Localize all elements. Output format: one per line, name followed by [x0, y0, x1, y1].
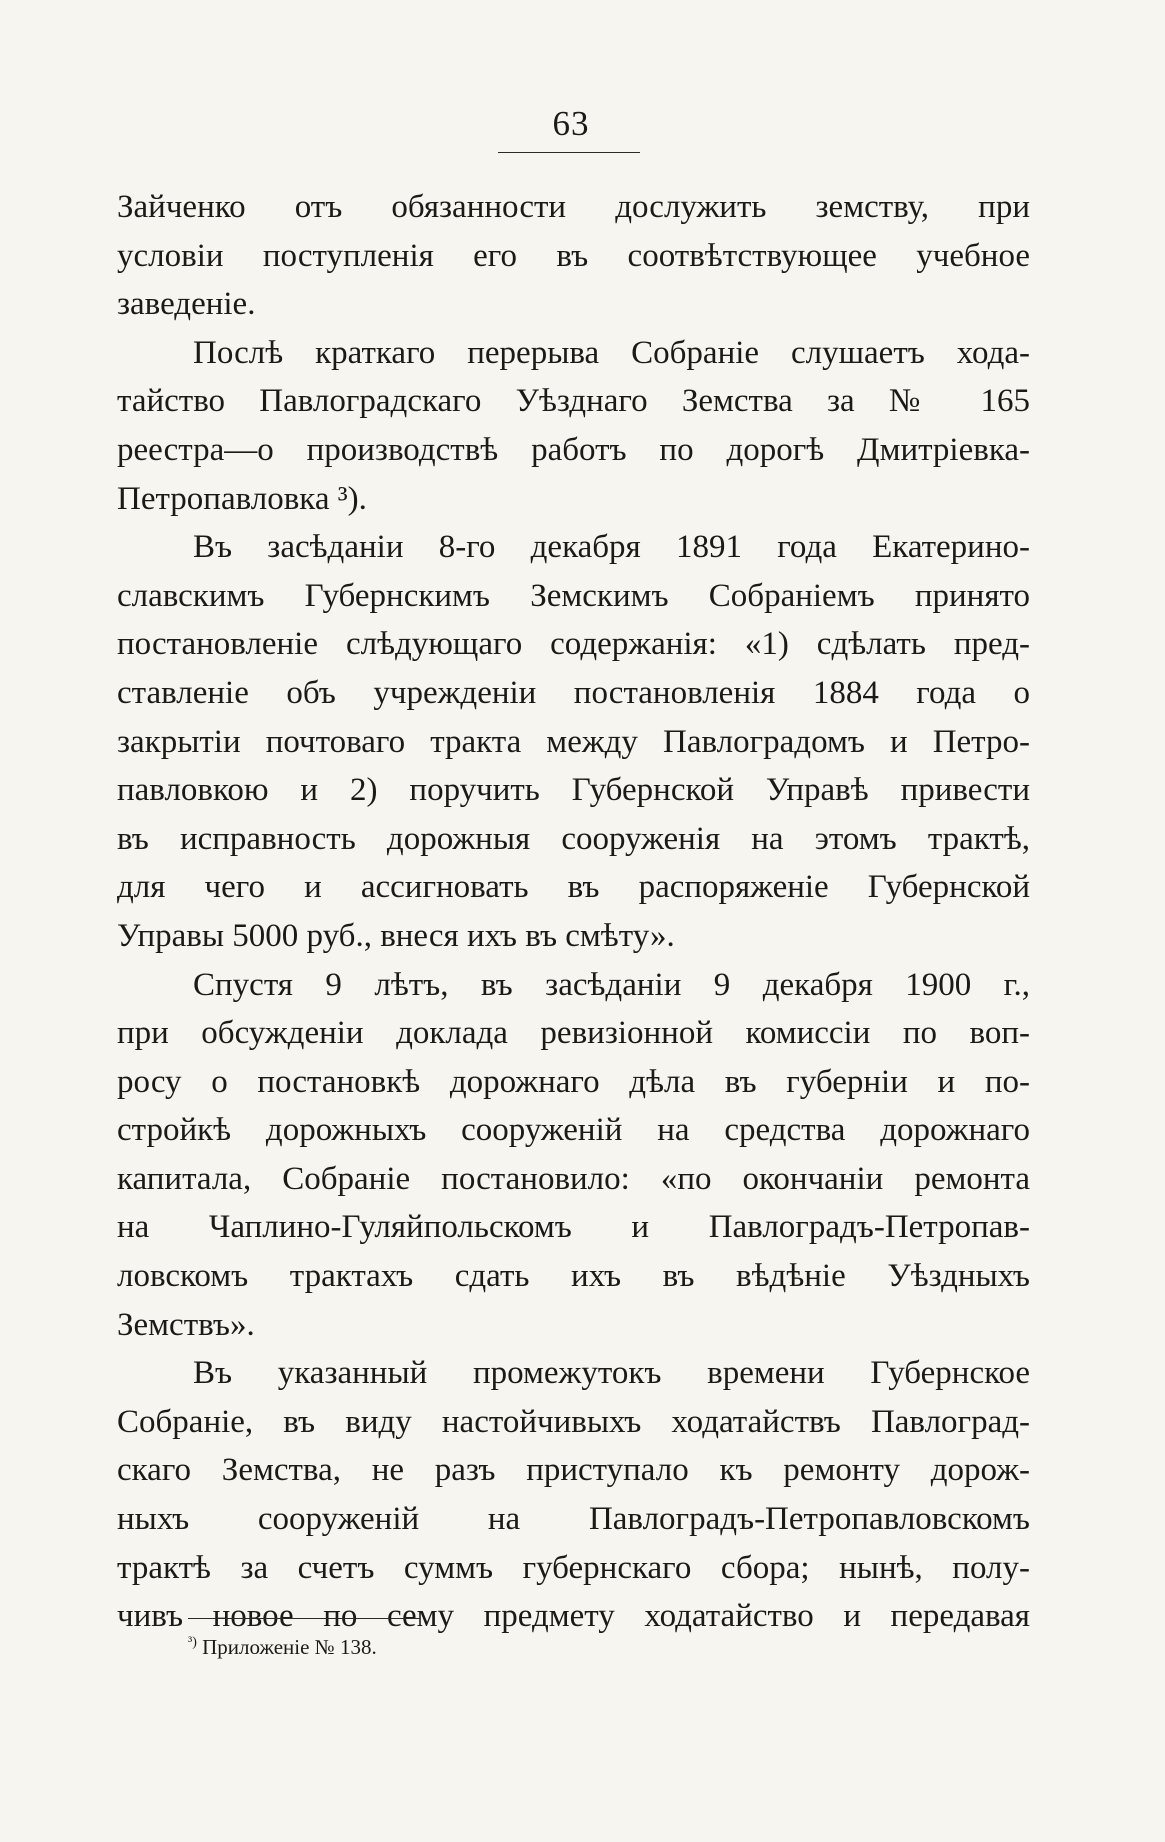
text-line: на Чаплино-Гуляйпольскомъ и Павлоградъ-Петропав-	[117, 1209, 1030, 1246]
text-line: Земствъ».	[117, 1306, 255, 1343]
footnote-text: Приложеніе № 138.	[202, 1635, 377, 1659]
text-line: славскимъ Губернскимъ Земскимъ Собраніемъ принято	[117, 577, 1030, 614]
text-line: Въ указанный промежутокъ времени Губернское	[193, 1355, 1030, 1392]
footnote	[188, 1628, 688, 1662]
page-number: 63	[552, 104, 590, 143]
text-line: Управы 5000 руб., внеся ихъ въ смѣту».	[117, 917, 675, 954]
text-line: чивъ новое по сему предмету ходатайство и передавая	[117, 1598, 1030, 1635]
text-line: Петропавловка ³).	[117, 480, 367, 517]
text-line: тайство Павлоградскаго Уѣзднаго Земства за № 165	[117, 383, 1030, 420]
text-line: ставленіе объ учрежденіи постановленія 1884 года о	[117, 674, 1030, 711]
text-line: трактѣ за счетъ суммъ губернскаго сбора; нынѣ, полу-	[117, 1549, 1030, 1586]
text-line: заведеніе.	[117, 286, 256, 323]
footnote-marker: ³)	[188, 1635, 197, 1650]
header-rule	[498, 152, 640, 153]
text-line: Зайченко отъ обязанности дослужить земству, при	[117, 189, 1030, 225]
text-line: при обсужденіи доклада ревизіонной комиссіи по воп-	[117, 1015, 1030, 1052]
text-line: стройкѣ дорожныхъ сооруженій на средства дорожнаго	[117, 1112, 1030, 1149]
footnote-rule	[188, 1618, 420, 1619]
text-line: павловкою и 2) поручить Губернской Управѣ привести	[117, 772, 1030, 809]
text-line: закрытіи почтоваго тракта между Павлоградомъ и Петро-	[117, 723, 1030, 760]
text-line: постановленіе слѣдующаго содержанія: «1) сдѣлать пред-	[117, 626, 1030, 663]
text-line: въ исправность дорожныя сооруженія на этомъ трактѣ,	[117, 820, 1030, 857]
text-line: Въ засѣданіи 8-го декабря 1891 года Екатерино-	[193, 529, 1030, 566]
text-line: Послѣ краткаго перерыва Собраніе слушаетъ хода-	[193, 334, 1030, 371]
text-line: реестра—о производствѣ работъ по дорогѣ Дмитріевка-	[117, 431, 1030, 468]
text-line: росу о постановкѣ дорожнаго дѣла въ губерніи и по-	[117, 1063, 1030, 1100]
text-line: Спустя 9 лѣтъ, въ засѣданіи 9 декабря 1900 г.,	[193, 966, 1030, 1003]
text-line: капитала, Собраніе постановило: «по окончаніи ремонта	[117, 1160, 1030, 1197]
body-text	[117, 183, 1030, 1641]
text-line: условіи поступленія его въ соотвѣтствующее учебное	[117, 237, 1030, 274]
text-line: скаго Земства, не разъ приступало къ ремонту дорож-	[117, 1452, 1030, 1489]
text-line: Собраніе, въ виду настойчивыхъ ходатайствъ Павлоград-	[117, 1403, 1030, 1440]
text-line: ловскомъ трактахъ сдать ихъ въ вѣдѣніе Уѣздныхъ	[117, 1258, 1030, 1295]
text-line: для чего и ассигновать въ распоряженіе Губернской	[117, 869, 1030, 906]
text-line: ныхъ сооруженій на Павлоградъ-Петропавловскомъ	[117, 1501, 1030, 1538]
